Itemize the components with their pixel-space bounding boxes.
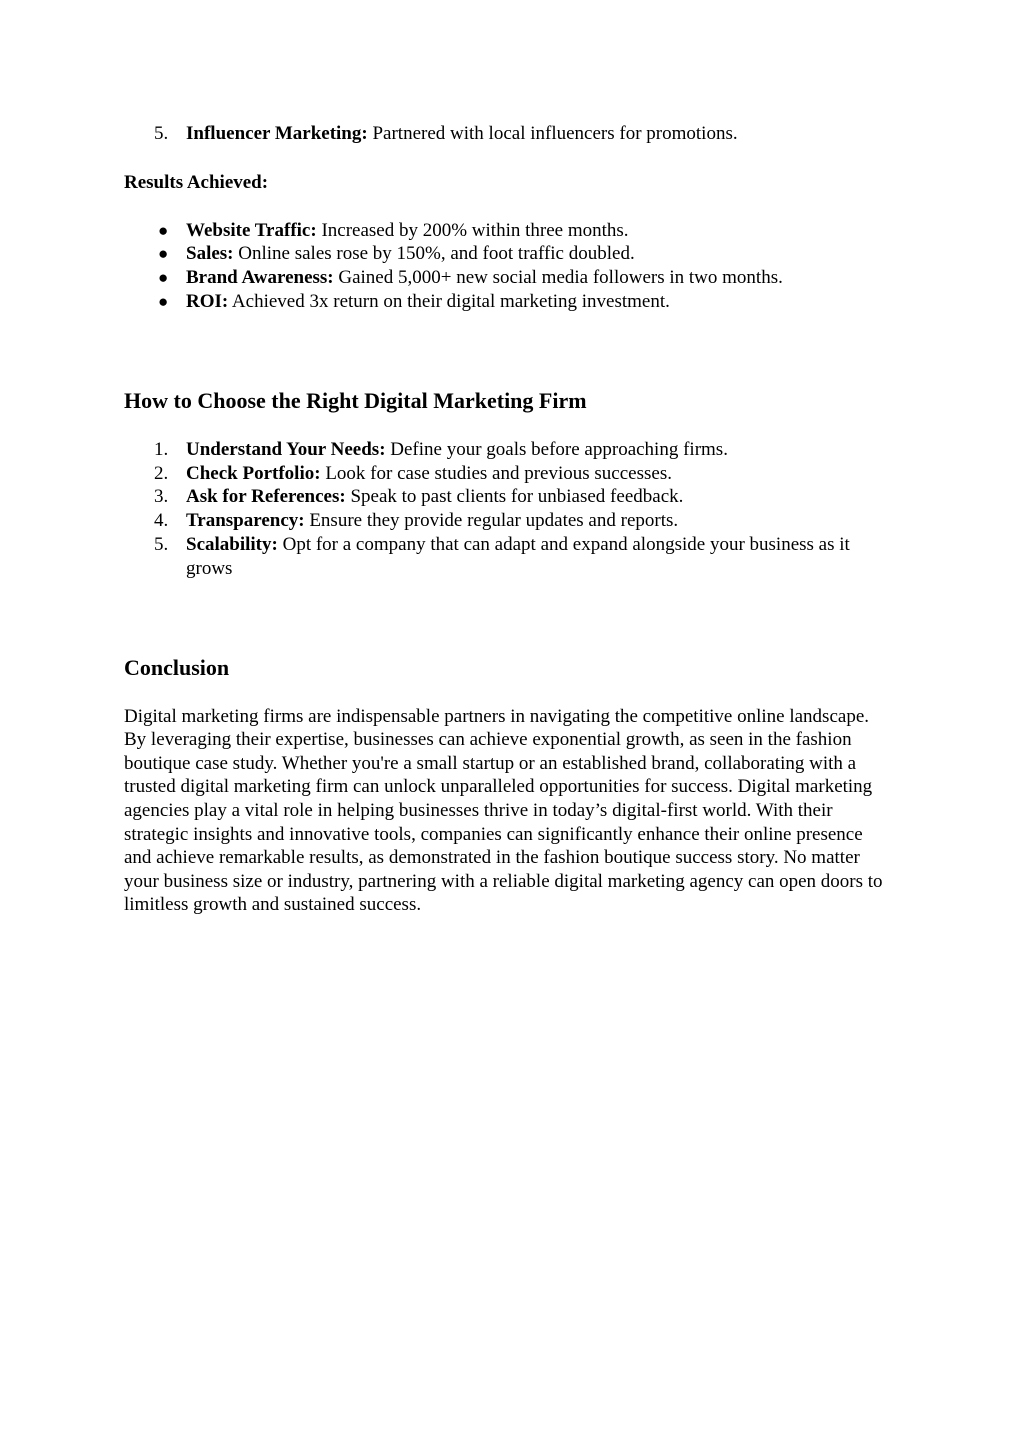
item-text: Define your goals before approaching firms. xyxy=(385,438,728,460)
item-text: Look for case studies and previous successes. xyxy=(320,462,672,484)
list-item xyxy=(124,219,894,243)
document-page xyxy=(124,122,894,917)
item-label: Influencer Marketing: xyxy=(186,123,368,144)
item-text: Opt for a company that can adapt and expand alongside your business as it grows xyxy=(186,533,850,579)
list-item xyxy=(124,462,894,486)
list-item xyxy=(124,122,894,146)
item-text: Ensure they provide regular updates and reports. xyxy=(304,510,679,532)
bullet-icon: ● xyxy=(158,244,169,264)
item-label: ROI: xyxy=(186,290,229,312)
item-text: Speak to past clients for unbiased feedback. xyxy=(345,486,684,508)
item-text: Partnered with local influencers for promotions. xyxy=(367,123,738,144)
conclusion-heading: Conclusion xyxy=(124,654,230,680)
list-item xyxy=(124,242,894,266)
list-number: 1. xyxy=(154,438,169,460)
list-item xyxy=(124,533,894,581)
item-label: Ask for References: xyxy=(186,486,346,508)
list-item xyxy=(124,290,894,314)
item-text: Gained 5,000+ new social media followers in two months. xyxy=(333,267,783,289)
list-number: 2. xyxy=(154,462,169,484)
item-text: Achieved 3x return on their digital marketing investment. xyxy=(228,290,670,312)
bullet-icon: ● xyxy=(158,291,169,311)
item-text: Online sales rose by 150%, and foot traffic doubled. xyxy=(233,243,635,265)
item-label: Transparency: xyxy=(186,510,305,532)
item-label: Understand Your Needs: xyxy=(186,438,386,460)
choose-list xyxy=(124,438,894,581)
conclusion-paragraph: Digital marketing firms are indispensable partners in navigating the competitive online landscape. By leveraging their expertise, businesses can achieve exponential growth, as seen in the fashion boutique case study. Whether you're a small startup or an established brand, collaborating with a trusted digital marketing firm can unlock unparalleled opportunities for success. Digital marketing agencies play a vital role in helping businesses thrive in today’s digital-first world. With their strategic insights and innovative tools, companies can significantly enhance their online presence and achieve remarkable results, as demonstrated in the fashion boutique success story. No matter your business size or industry, partnering with a reliable digital marketing agency can open doors to limitless growth and sustained success. xyxy=(124,705,883,916)
list-item xyxy=(124,438,894,462)
results-heading: Results Achieved: xyxy=(124,171,269,193)
choose-heading: How to Choose the Right Digital Marketing Firm xyxy=(124,387,587,413)
list-item xyxy=(124,509,894,533)
list-number: 4. xyxy=(154,510,169,532)
item-label: Check Portfolio: xyxy=(186,462,321,484)
list-number: 5. xyxy=(154,123,169,144)
bullet-icon: ● xyxy=(158,268,169,288)
item-label: Sales: xyxy=(186,243,234,265)
item-label: Brand Awareness: xyxy=(186,267,334,289)
list-number: 5. xyxy=(154,533,169,555)
list-item xyxy=(124,266,894,290)
strategy-list xyxy=(124,122,894,146)
list-number: 3. xyxy=(154,486,169,508)
item-text: Increased by 200% within three months. xyxy=(316,219,629,241)
bullet-icon: ● xyxy=(158,220,169,240)
list-item xyxy=(124,485,894,509)
item-label: Scalability: xyxy=(186,533,278,555)
item-label: Website Traffic: xyxy=(186,219,317,241)
results-list xyxy=(124,219,894,314)
